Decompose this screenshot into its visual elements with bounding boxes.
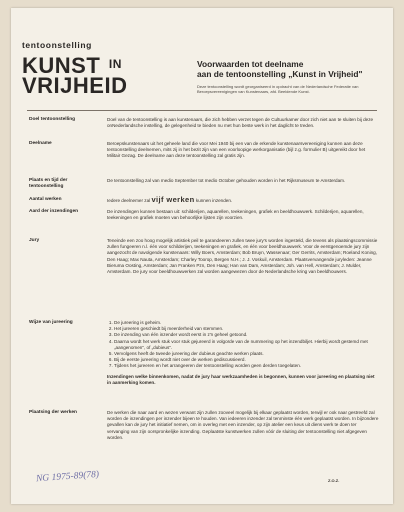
list-item: 7. Tijdens het jureeren en het arrangeeren der tentoonstelling worden geen derden toegelaten. [114, 363, 379, 369]
divider [27, 110, 377, 111]
list-item: 2. Het jureeren geschiedt bij meerderheid van stemmen. [114, 326, 379, 332]
section-label: Plaatsing der werken [29, 410, 77, 415]
archive-stamp: NG 1975-89(78) [35, 469, 100, 485]
logo-word-vrijheid: VRIJHEID [22, 73, 128, 98]
section-text: De tentoonstelling zal van medio September tot medio October gehouden worden in het Rijksmuseum te Amsterdam. [107, 178, 346, 183]
list-item: 3. De inzending van één inzender wordt eerst in z'n geheel getoond. [114, 332, 379, 338]
jureering-note: Inzendingen welke binnenkomen, nadat de jury haar werkzaamheden is begonnen, kunnen voor jureering en plaatsing niet in aanmerking komen. [107, 373, 375, 385]
section-label: Aard der inzendingen [29, 209, 79, 214]
list-item: 1. De jureering is geheim. [114, 320, 379, 326]
list-item: 4. Daarna wordt het werk stuk voor stuk gejureerd in volgorde van de nummering op het inzendbiljet. Hierbij wordt gestemd met „aangenomen", of „dubieus". [114, 339, 379, 351]
list-item: 6. Bij de eerste jureering wordt niet over de werken gediscussieerd. [114, 357, 379, 363]
section-text: Iedere deelnemer zal vijf werken kunnen inzenden. [107, 195, 233, 204]
section-text [107, 320, 379, 386]
heading-subtitle: Deze tentoonstelling wordt georganiseerd in opdracht van de Nederlandsche Federatie van Beroepsvereenigingen van Kunstenaars, afd. Beeldende Kunst. [197, 84, 359, 94]
logo-title [22, 54, 142, 96]
heading-title: Voorwaarden tot deelname aan de tentoonstelling „Kunst in Vrijheid" [197, 59, 363, 79]
section-label: Plaats en tijd der tentoonstelling [29, 178, 68, 190]
logo-word-in: IN [108, 57, 122, 71]
document-heading [197, 59, 377, 94]
section-text: Beroepskunstenaars uit het geheele land die voor Mei 1940 bij een van de erkende kunstenaarsvereeniging kunnen aan deze tentoonstelling deelnemen, mits zij in het bezit zijn van een voorloopige werkorganisatie (bijl z.g. formulier B) uitgereikt door het Militair Gezag. De deelname aan deze tentoonstelling zal gratis zijn. [107, 141, 366, 159]
jureering-list [107, 320, 379, 370]
logo-word-kunst: KUNST [22, 53, 101, 78]
section-label: Wijze van jureering [29, 320, 73, 325]
emphasis-vijf-werken: vijf werken [151, 195, 195, 204]
exhibition-logo [22, 40, 142, 96]
logo-subtitle: tentoonstelling [22, 40, 92, 50]
section-label: Doel tentoonstelling [29, 117, 76, 122]
section-text: Teneinde een zoo hoog mogelijk artistiek peil te garandeeren zullen twee jury's worden ingesteld, die tevens als plaatsingscommissie zullen fungeeren n.l. één voor schilderijen, teekeningen en grafiek, en één voor beeldhouwwerk. Voor de eerstgenoemde jury zijn aangezocht de navolgende kunstenaars: Willy Boers, Amsterdam; Bob Bruyn, Wassenaar; Ger Gerrits, Amsterdam; Roeland Koning, Den Haag; Max Nauta, Amsterdam; Charley Toorop, Bergen N.H.; J. J. Voskuil, Amsterdam. Plaatsvervangende juryleden: Jeanne Bieruma Oosting, Amsterdam; Jan Franken Pzn, Den Haag; Han van Dam, Amsterdam; Joh. van Hell, Amsterdam; J. Mulder, Amsterdam. De jury voor beeldhouwwerken zal worden aangewezen door de Nederlandsche kring van beeldhouwers. [107, 238, 378, 275]
printer-mark: Z.O.Z. [328, 478, 340, 483]
section-label: Aantal werken [29, 197, 62, 202]
section-text: De inzendingen kunnen bestaan uit: schilderijen, aquarellen, teekeningen, grafiek en beeldhouwwerk. Schilderijen, aquarellen, teekeningen en grafiek moeten van behoorlijke lijsten zijn voorzien. [107, 209, 364, 221]
list-item: 5. Vervolgens heeft de tweede jureering der dubieus geachte werken plaats. [114, 351, 379, 357]
section-label: Deelname [29, 141, 52, 146]
section-text: Doel van de tentoonstelling is aan kunstenaars, die zich hebben verzet tegen de Cultuurkamer door zich niet aan te sluiten bij deze onNederlandsche instelling, de gelegenheid te bieden nu met hun beste werk in het daglicht te treden. [107, 117, 374, 129]
section-label: Jury [29, 238, 40, 243]
section-text: De werken die naar aard en wezen verwant zijn zullen zooveel mogelijk bij elkaar geplaatst worden, terwijl er ook naar gestreefd zal worden de inzendingen per inzender bijeen te houden. Van iedeeren inzender zal tenminste één werk geplaatst worden. In bijzondere gevallen kan de jury het initiatief nemen, om in overleg met een inzender, op zijn atelier een keus uit diens werk te doen ter vervanging van zijn oorspronkelijke inzending. Geplaatste kunstwerken zullen vóór de sluiting der tentoonstelling niet afgegeven worden. [107, 410, 379, 440]
